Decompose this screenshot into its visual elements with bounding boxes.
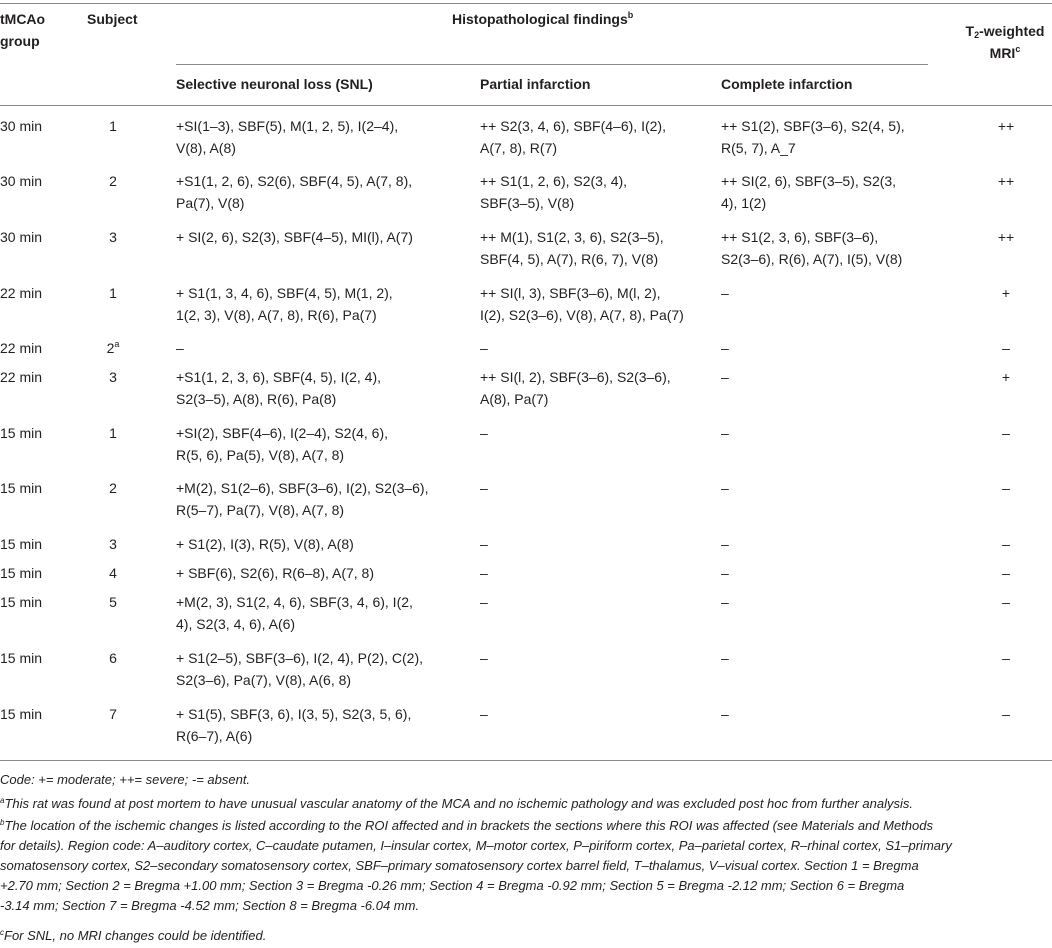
cell-subject-value: 4: [109, 565, 117, 581]
cell-complete: [721, 422, 933, 444]
cell-complete: [721, 170, 933, 214]
footnote-b-line: +2.70 mm; Section 2 = Bregma +1.00 mm; Section 3 = Bregma -0.26 mm; Section 4 = Bregma -0.92 mm; Section 5 = Bregma -2.12 mm; Section 6 = Bregma: [0, 878, 905, 893]
table-top-rule: [0, 3, 1052, 4]
cell-partial-line: ++ S1(1, 2, 6), S2(3, 4),: [480, 173, 628, 189]
cell-partial-line: ++ SI(l, 3), SBF(3–6), M(l, 2),: [480, 285, 661, 301]
cell-group: 30 min: [0, 173, 43, 189]
cell-snl-line: R(6–7), A(6): [176, 728, 253, 744]
cell-subject-value: 2: [106, 340, 115, 356]
cell-mri: –: [1002, 565, 1010, 581]
cell-partial: [480, 647, 712, 669]
footnote-c: [0, 926, 1052, 946]
cell-subject-value: 2: [109, 173, 117, 189]
cell-subject: [92, 282, 134, 304]
cell-partial: [480, 533, 712, 555]
footnote-b-text-1: The location of the ischemic changes is listed according to the ROI affected and in brackets the sections where this ROI was affected (see Materials and Methods: [4, 818, 933, 833]
header-complete: Complete infarction: [721, 76, 853, 92]
cell-snl-line: R(5, 6), Pa(5), V(8), A(7, 8): [176, 447, 345, 463]
cell-snl-line: S2(3–6), Pa(7), V(8), A(6, 8): [176, 672, 352, 688]
table-bottom-rule: [0, 760, 1052, 761]
cell-complete-line: –: [721, 480, 729, 496]
cell-complete: [721, 115, 933, 159]
header-mri-label: MRI: [989, 45, 1016, 61]
footnote-a: [0, 794, 1052, 814]
footnote-a-mark: a: [0, 796, 5, 805]
cell-complete-line: ++ S1(2), SBF(3–6), S2(4, 5),: [721, 118, 905, 134]
cell-snl: [176, 591, 466, 635]
cell-snl: [176, 282, 466, 326]
header-partial: Partial infarction: [480, 76, 591, 92]
cell-snl: [176, 703, 466, 747]
cell-partial-line: SBF(3–5), V(8): [480, 195, 575, 211]
cell-snl: [176, 562, 466, 584]
cell-mri: +: [1001, 369, 1011, 385]
cell-subject-value: 2: [109, 480, 117, 496]
cell-group: 30 min: [0, 229, 43, 245]
cell-snl: [176, 226, 466, 248]
cell-complete-line: –: [721, 285, 729, 301]
cell-complete: [721, 477, 933, 499]
cell-partial-line: –: [480, 706, 488, 722]
cell-partial-line: –: [480, 480, 488, 496]
cell-snl: [176, 647, 466, 691]
footnote-b-line: [0, 816, 1052, 836]
cell-snl-line: +S1(1, 2, 6), S2(6), SBF(4, 5), A(7, 8),: [176, 173, 413, 189]
cell-snl-line: 1(2, 3), V(8), A(7, 8), R(6), Pa(7): [176, 307, 377, 323]
footnote-b-line: for details). Region code: A–auditory cortex, C–caudate putamen, I–insular cortex, M–motor cortex, P–piriform cortex, Pa–parietal cortex, R–rhinal cortex, S1–primary: [0, 838, 952, 853]
cell-snl-line: R(5–7), Pa(7), V(8), A(7, 8): [176, 502, 345, 518]
cell-snl-line: + S1(1, 3, 4, 6), SBF(4, 5), M(1, 2),: [176, 285, 393, 301]
cell-mri: –: [1002, 650, 1010, 666]
cell-snl-line: +SI(2), SBF(4–6), I(2–4), S2(4, 6),: [176, 425, 389, 441]
cell-complete: [721, 562, 933, 584]
header-subject-label: Subject: [87, 11, 138, 27]
cell-partial: [480, 226, 712, 270]
cell-partial: [480, 170, 712, 214]
cell-complete-line: ++ SI(2, 6), SBF(3–5), S2(3,: [721, 173, 897, 189]
cell-snl: [176, 422, 466, 466]
cell-mri: –: [1002, 425, 1010, 441]
cell-complete-line: –: [721, 340, 729, 356]
cell-snl: [176, 533, 466, 555]
cell-complete: [721, 533, 933, 555]
cell-snl: [176, 337, 466, 359]
cell-partial: [480, 337, 712, 359]
cell-subject-value: 5: [109, 594, 117, 610]
footnote-b: [0, 816, 1052, 916]
header-histo-label: Histopathological findings: [452, 11, 628, 27]
footnote-c-mark: c: [0, 928, 4, 937]
cell-subject-value: 6: [109, 650, 117, 666]
cell-complete-line: –: [721, 706, 729, 722]
header-mri-line2: [958, 42, 1052, 64]
cell-partial-line: ++ SI(l, 2), SBF(3–6), S2(3–6),: [480, 369, 671, 385]
cell-group: 22 min: [0, 369, 43, 385]
cell-partial-line: A(7, 8), R(7): [480, 140, 558, 156]
cell-snl-line: +S1(1, 2, 3, 6), SBF(4, 5), I(2, 4),: [176, 369, 382, 385]
cell-group: 22 min: [0, 285, 43, 301]
cell-group: 15 min: [0, 425, 43, 441]
cell-partial: [480, 422, 712, 444]
cell-subject: [92, 422, 134, 444]
cell-subject: [92, 170, 134, 192]
cell-snl: [176, 366, 466, 410]
header-snl: Selective neuronal loss (SNL): [176, 76, 373, 92]
footnote-b-line: -3.14 mm; Section 7 = Bregma -4.52 mm; Section 8 = Bregma -6.04 mm.: [0, 898, 420, 913]
cell-subject-value: 3: [109, 536, 117, 552]
cell-mri: –: [1002, 594, 1010, 610]
cell-subject: [92, 226, 134, 248]
cell-subject: [92, 533, 134, 555]
cell-subject: [92, 366, 134, 388]
cell-mri: –: [1002, 706, 1010, 722]
cell-partial-line: –: [480, 340, 488, 356]
cell-complete: [721, 282, 933, 304]
cell-group: 15 min: [0, 706, 43, 722]
cell-subject-footnote-mark: a: [114, 339, 120, 349]
cell-complete: [721, 226, 933, 270]
cell-partial: [480, 703, 712, 725]
cell-partial-line: I(2), S2(3–6), V(8), A(7, 8), Pa(7): [480, 307, 684, 323]
footnote-b-mark: b: [0, 818, 5, 827]
cell-subject-value: 1: [109, 425, 117, 441]
cell-snl-line: + SBF(6), S2(6), R(6–8), A(7, 8): [176, 565, 375, 581]
cell-group: 15 min: [0, 650, 43, 666]
cell-snl-line: V(8), A(8): [176, 140, 236, 156]
cell-complete: [721, 337, 933, 359]
header-mri: [958, 20, 1052, 64]
cell-subject-value: 3: [109, 229, 117, 245]
cell-subject: [92, 647, 134, 669]
cell-complete-line: ++ S1(2, 3, 6), SBF(3–6),: [721, 229, 879, 245]
cell-partial-line: –: [480, 650, 488, 666]
cell-complete: [721, 647, 933, 669]
cell-group: 15 min: [0, 594, 43, 610]
cell-subject: [92, 477, 134, 499]
cell-partial-line: –: [480, 594, 488, 610]
cell-mri: ++: [997, 118, 1015, 134]
cell-snl: [176, 115, 466, 159]
cell-complete-line: –: [721, 565, 729, 581]
header-subrule: [176, 64, 928, 65]
cell-mri: +: [1001, 285, 1011, 301]
cell-complete-line: –: [721, 650, 729, 666]
cell-subject: [92, 115, 134, 137]
header-group: [0, 8, 45, 52]
cell-snl-line: S2(3–5), A(8), R(6), Pa(8): [176, 391, 337, 407]
header-group-line2: group: [0, 33, 40, 49]
cell-snl-line: 4), S2(3, 4, 6), A(6): [176, 616, 296, 632]
footnote-c-text: For SNL, no MRI changes could be identified.: [4, 928, 267, 943]
cell-partial: [480, 562, 712, 584]
cell-partial-line: –: [480, 565, 488, 581]
cell-partial: [480, 366, 712, 410]
header-histopathological: [452, 8, 633, 30]
cell-group: 30 min: [0, 118, 43, 134]
cell-partial-line: A(8), Pa(7): [480, 391, 549, 407]
cell-complete-line: 4), 1(2): [721, 195, 767, 211]
cell-subject: [92, 591, 134, 613]
footnote-a-text: This rat was found at post mortem to have unusual vascular anatomy of the MCA and no ischemic pathology and was excluded post hoc from further analysis.: [4, 796, 913, 811]
cell-snl-line: + SI(2, 6), S2(3), SBF(4–5), MI(l), A(7): [176, 229, 413, 245]
footnote-b-line: somatosensory cortex, S2–secondary somatosensory cortex, SBF–primary somatosensory cortex barrel field, T–thalamus, V–visual cortex. Section 1 = Bregma: [0, 858, 919, 873]
cell-subject: [92, 562, 134, 584]
cell-mri: –: [1002, 536, 1010, 552]
header-group-line1: tMCAo: [0, 11, 46, 27]
footnote-code: Code: += moderate; ++= severe; -= absent.: [0, 772, 251, 787]
cell-subject: [92, 703, 134, 725]
cell-partial-line: SBF(4, 5), A(7), R(6, 7), V(8): [480, 251, 659, 267]
cell-partial: [480, 115, 712, 159]
cell-partial: [480, 282, 712, 326]
cell-mri: ++: [997, 173, 1015, 189]
cell-complete: [721, 366, 933, 388]
cell-snl-line: +SI(1–3), SBF(5), M(1, 2, 5), I(2–4),: [176, 118, 399, 134]
cell-subject-value: 1: [109, 285, 117, 301]
header-mri-t: T: [965, 23, 975, 39]
cell-complete-line: –: [721, 425, 729, 441]
cell-snl-line: +M(2), S1(2–6), SBF(3–6), I(2), S2(3–6),: [176, 480, 429, 496]
cell-complete-line: –: [721, 369, 729, 385]
cell-partial: [480, 591, 712, 613]
cell-partial: [480, 477, 712, 499]
cell-group: 15 min: [0, 565, 43, 581]
header-bottom-rule: [0, 105, 1052, 106]
header-mri-rest: -weighted: [979, 23, 1045, 39]
header-mri-line1: [958, 20, 1052, 42]
cell-snl-line: + S1(2–5), SBF(3–6), I(2, 4), P(2), C(2),: [176, 650, 424, 666]
cell-partial-line: ++ S2(3, 4, 6), SBF(4–6), I(2),: [480, 118, 666, 134]
cell-snl: [176, 170, 466, 214]
cell-snl: [176, 477, 466, 521]
cell-subject: [92, 337, 134, 359]
cell-group: 22 min: [0, 340, 43, 356]
cell-snl-line: +M(2, 3), S1(2, 4, 6), SBF(3, 4, 6), I(2,: [176, 594, 413, 610]
header-histo-footnote-mark: b: [627, 10, 634, 20]
cell-subject-value: 7: [109, 706, 117, 722]
cell-group: 15 min: [0, 536, 43, 552]
header-mri-subscript: 2: [974, 30, 980, 40]
cell-mri: –: [1002, 340, 1010, 356]
cell-snl-line: + S1(5), SBF(3, 6), I(3, 5), S2(3, 5, 6),: [176, 706, 412, 722]
cell-complete-line: –: [721, 594, 729, 610]
cell-snl-line: + S1(2), I(3), R(5), V(8), A(8): [176, 536, 354, 552]
cell-snl-line: Pa(7), V(8): [176, 195, 245, 211]
cell-complete: [721, 703, 933, 725]
cell-subject-value: 1: [109, 118, 117, 134]
cell-subject-value: 3: [109, 369, 117, 385]
cell-partial-line: –: [480, 425, 488, 441]
cell-complete-line: S2(3–6), R(6), A(7), I(5), V(8): [721, 251, 903, 267]
header-mri-footnote-mark: c: [1015, 44, 1021, 54]
cell-partial-line: ++ M(1), S1(2, 3, 6), S2(3–5),: [480, 229, 664, 245]
cell-complete: [721, 591, 933, 613]
cell-snl-line: –: [176, 340, 184, 356]
cell-partial-line: –: [480, 536, 488, 552]
cell-group: 15 min: [0, 480, 43, 496]
cell-mri: –: [1002, 480, 1010, 496]
cell-complete-line: R(5, 7), A_7: [721, 140, 796, 156]
header-subject: [87, 8, 138, 30]
cell-mri: ++: [997, 229, 1015, 245]
cell-complete-line: –: [721, 536, 729, 552]
